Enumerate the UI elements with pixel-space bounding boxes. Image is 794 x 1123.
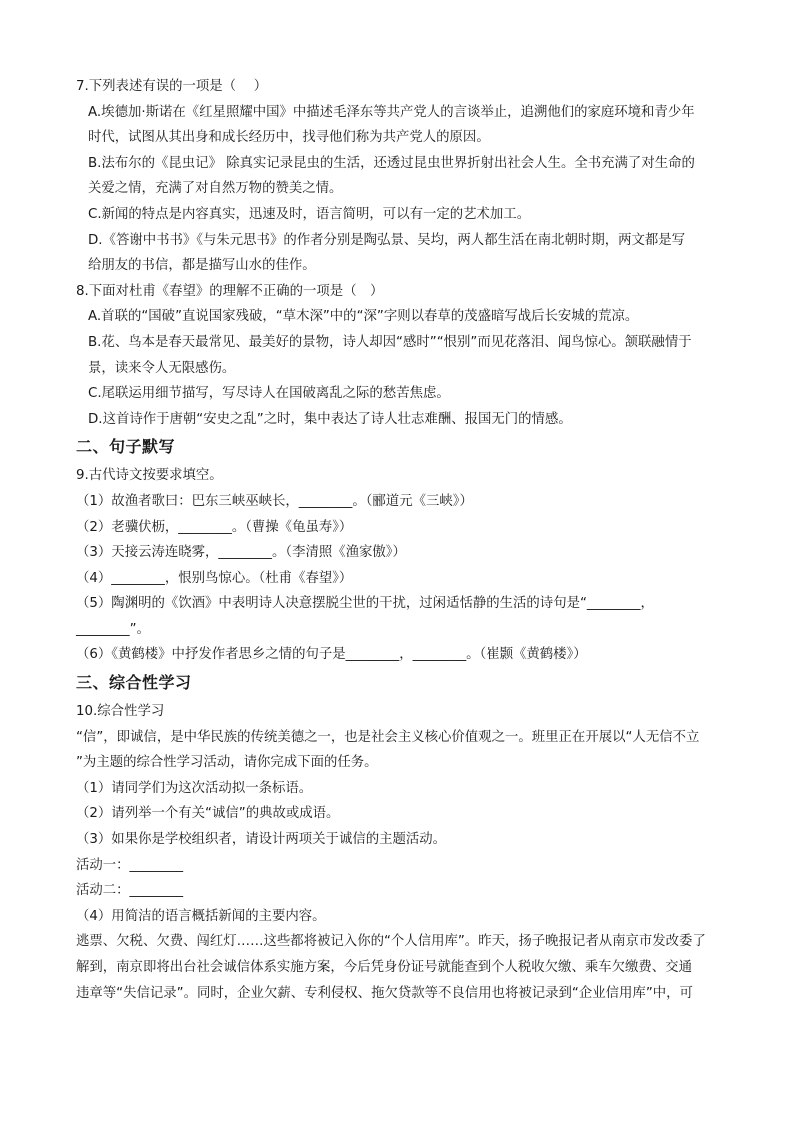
q7-option-d-line2: 给朋友的书信，都是描写山水的佳作。 [88, 258, 316, 274]
q10-activity-1: 活动一：________ [76, 857, 184, 873]
q7-option-c: C.新闻的特点是内容真实，迅速及时，语言简明，可以有一定的艺术加工。 [88, 206, 531, 222]
news-paragraph-line1: 逃票、欠税、欠费、闯红灯……这些都将被记入你的“个人信用库”。昨天，扬子晚报记者从南京市发改委了 [76, 934, 706, 950]
q9-item-1: （1）故渔者歌曰：巴东三峡巫峡长，________。（郦道元《三峡》） [76, 493, 473, 509]
exam-page [76, 74, 728, 1006]
q10-intro-line1: “信”，即诚信，是中华民族的传统美德之一，也是社会主义核心价值观之一。班里正在开展以“人无信不立 [76, 729, 700, 745]
news-paragraph-line3: 违章等“失信记录”。同时，企业欠薪、专利侵权、拖欠贷款等不良信用也将被记录到“企业信用库”中，可 [76, 985, 693, 1001]
q10-task-3: （3）如果你是学校组织者，请设计两项关于诚信的主题活动。 [76, 832, 447, 848]
q7-option-d-line1: D.《答谢中书书》《与朱元思书》的作者分别是陶弘景、吴均，两人都生活在南北朝时期，两文都是写 [88, 232, 686, 248]
q10-task-2: （2）请列举一个有关“诚信”的典故或成语。 [76, 806, 340, 822]
q7-option-a-line1: A.埃德加·斯诺在《红星照耀中国》中描述毛泽东等共产党人的言谈举止，追溯他们的家庭环境和青少年 [88, 104, 695, 120]
q9-item-5-line2: ________”。 [76, 621, 150, 637]
q9-item-2: （2）老骥伏枥，________。（曹操《龟虽寿》） [76, 519, 353, 535]
q10-intro-line2: ”为主题的综合性学习活动，请你完成下面的任务。 [76, 755, 378, 771]
q8-option-a: A.首联的“国破”直说国家残破，“草木深”中的“深”字则以春草的茂盛暗写战后长安城的荒凉。 [88, 309, 639, 325]
q9-stem: 9.古代诗文按要求填空。 [76, 468, 223, 484]
q8-option-d: D.这首诗作于唐朝“安史之乱”之时，集中表达了诗人壮志难酬、报国无门的情感。 [88, 411, 572, 427]
q10-task-4: （4）用简洁的语言概括新闻的主要内容。 [76, 908, 326, 924]
q10-task-1: （1）请同学们为这次活动拟一条标语。 [76, 780, 313, 796]
q8-option-b-line2: 景，读来令人无限感伤。 [88, 360, 236, 376]
q7-option-b-line2: 关爱之情，充满了对自然万物的赞美之情。 [88, 181, 343, 197]
q9-item-6: （6）《黄鹤楼》中抒发作者思乡之情的句子是________，________。（崔颢《黄鹤楼》） [76, 647, 587, 663]
q8-option-c: C.尾联运用细节描写，写尽诗人在国破离乱之际的愁苦焦虑。 [88, 386, 450, 402]
q8-option-b-line1: B.花、鸟本是春天最常见、最美好的景物，诗人却因“感时”“恨别”而见花落泪、闻鸟惊心。颔联融情于 [88, 334, 692, 350]
q7-option-b-line1: B.法布尔的《昆虫记》 除真实记录昆虫的生活，还透过昆虫世界折射出社会人生。全书充满了对生命的 [88, 155, 695, 171]
news-paragraph-line2: 解到，南京即将出台社会诚信体系实施方案，今后凭身份证号就能查到个人税收欠缴、乘车欠缴费、交通 [76, 960, 692, 975]
q10-stem: 10.综合性学习 [76, 704, 165, 720]
section-title-recitation: 二、句子默写 [76, 437, 176, 457]
q7-stem: 7.下列表述有误的一项是（ ） [76, 79, 268, 94]
q10-activity-2: 活动二：________ [76, 883, 184, 899]
q9-item-3: （3）天接云涛连晓雾，________。（李清照《渔家傲》） [76, 545, 406, 561]
q7-option-a-line2: 时代，试图从其出身和成长经历中，找寻他们称为共产党人的原因。 [88, 130, 490, 146]
q8-stem: 8.下面对杜甫《春望》的理解不正确的一项是（ ） [76, 283, 384, 299]
q9-item-4: （4）________，恨别鸟惊心。（杜甫《春望》） [76, 570, 353, 586]
q9-item-5-line1: （5）陶渊明的《饮酒》中表明诗人决意摆脱尘世的干扰，过闲适恬静的生活的诗句是“________， [76, 596, 654, 612]
section-title-comprehensive: 三、综合性学习 [76, 673, 192, 693]
